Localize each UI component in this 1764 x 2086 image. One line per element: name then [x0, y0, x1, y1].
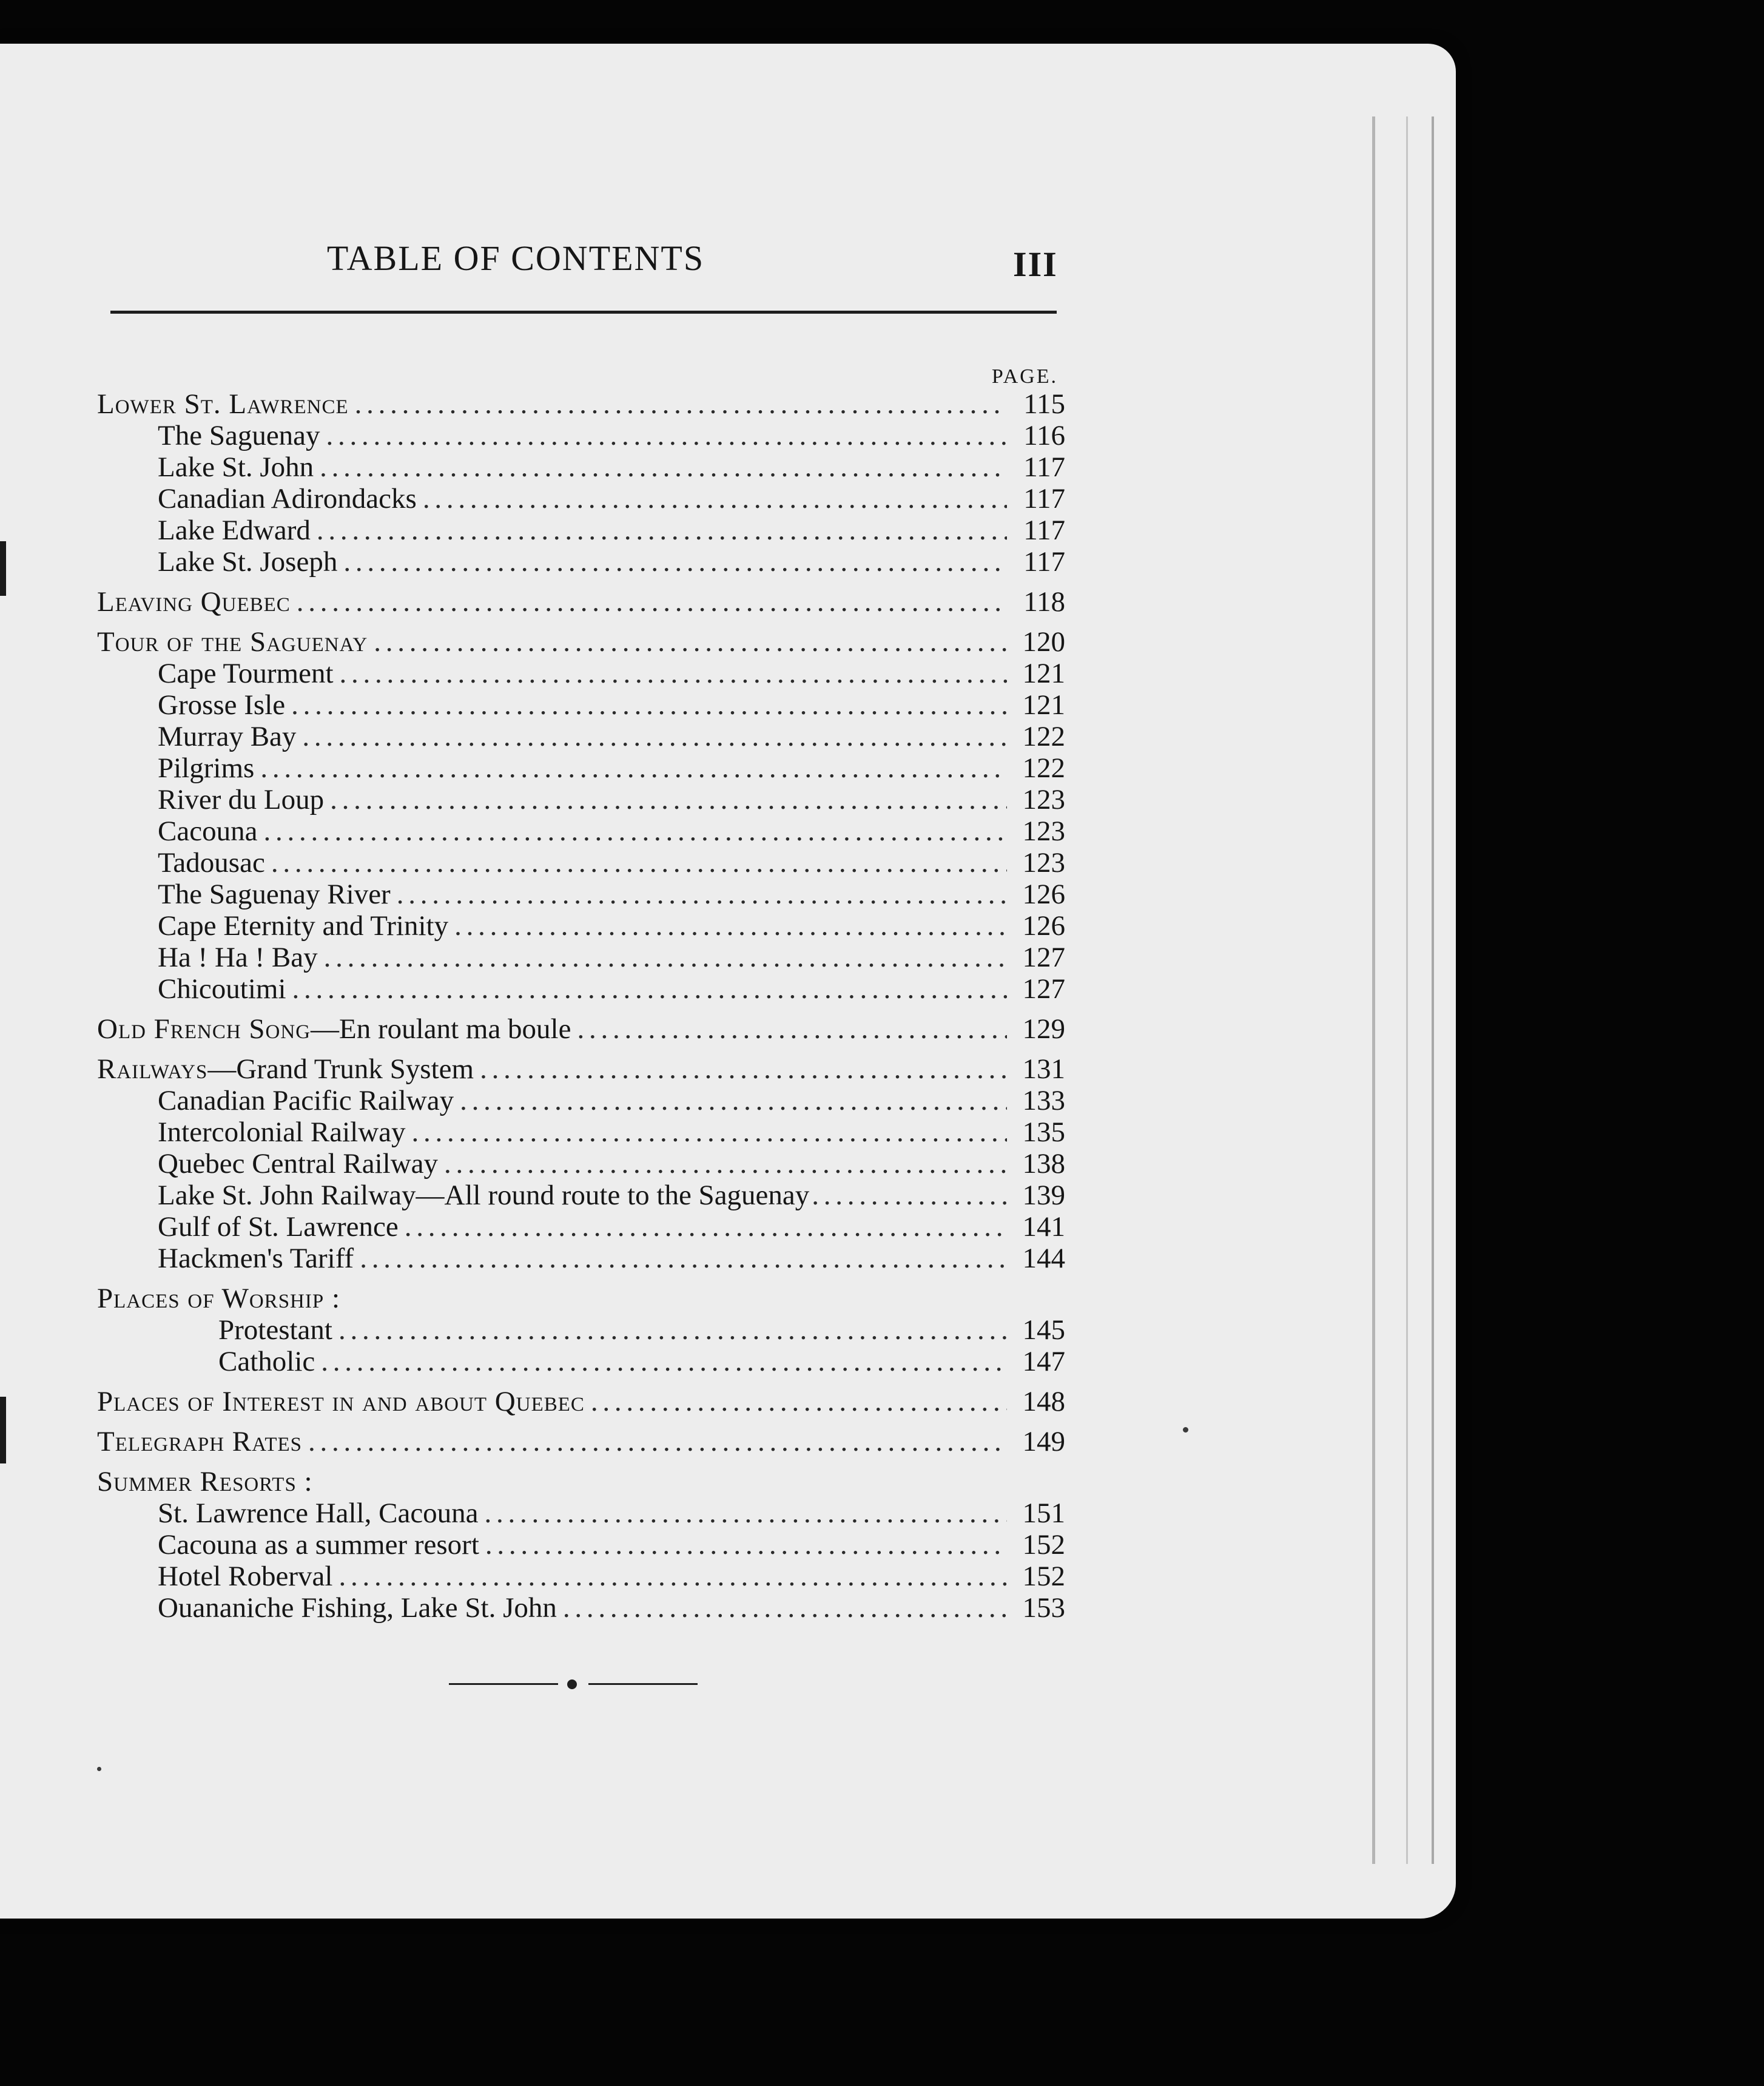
toc-entry-title-main: Railways [97, 1053, 208, 1085]
toc-entry-subtitle: —En roulant ma boule [311, 1013, 571, 1045]
toc-entry-leaving-quebec [97, 586, 1065, 618]
toc-subentry [97, 1180, 1065, 1211]
toc-subentry [97, 1529, 1065, 1561]
toc-subentry-label: Protestant [218, 1314, 332, 1346]
dot-leader [321, 1346, 1007, 1377]
toc-subentry [97, 942, 1065, 973]
toc-subentry [97, 784, 1065, 815]
dot-leader [260, 752, 1007, 784]
toc-subentry [97, 515, 1065, 546]
toc-entry-title-main: Old French Song [97, 1013, 311, 1045]
dot-leader [591, 1386, 1007, 1417]
toc-subentry-label: Cape Tourment [158, 658, 334, 689]
toc-subentry-label: Canadian Pacific Railway [158, 1085, 454, 1116]
toc-subentry [97, 1314, 1065, 1346]
dot-leader [485, 1497, 1007, 1529]
dot-leader [338, 1314, 1007, 1346]
toc-subentry-label: Intercolonial Railway [158, 1116, 406, 1148]
toc-subentry [97, 1243, 1065, 1274]
dot-leader [263, 815, 1007, 847]
toc-subentry-label: Hotel Roberval [158, 1561, 333, 1592]
toc-subentry [97, 1561, 1065, 1592]
toc-subentry-label: Lake St. John Railway—All round route to the Saguenay [158, 1180, 810, 1211]
dot-leader [423, 483, 1007, 515]
toc-entry-subtitle: —Grand Trunk System [207, 1053, 474, 1085]
running-head: TABLE OF CONTENTS [326, 238, 705, 278]
dot-leader [397, 879, 1007, 910]
binding-mark [0, 541, 6, 596]
toc-entry-old-french-song [97, 1013, 1065, 1045]
toc-entry-title: Telegraph Rates [97, 1426, 302, 1457]
toc-subentry-label: Cape Eternity and Trinity [158, 910, 449, 942]
toc-subentry-label: River du Loup [158, 784, 325, 815]
toc-entry-tour-of-the-saguenay [97, 626, 1065, 658]
toc-subentry-label: Murray Bay [158, 721, 297, 752]
table-of-contents [97, 388, 1065, 1624]
toc-page-number: 123 [1022, 815, 1065, 847]
end-ornament [449, 1678, 698, 1690]
page-edge-line [1432, 116, 1434, 1864]
toc-entry-title: Lower St. Lawrence [97, 388, 349, 420]
toc-page-number: 121 [1022, 658, 1065, 689]
toc-subentry [97, 1085, 1065, 1116]
toc-page-number: 141 [1022, 1211, 1065, 1243]
ornament-dot [567, 1679, 577, 1689]
toc-page-number: 116 [1023, 420, 1065, 451]
toc-subentry [97, 1497, 1065, 1529]
header-rule [110, 311, 1057, 314]
dot-leader [454, 910, 1007, 942]
toc-subentry [97, 721, 1065, 752]
toc-subentry [97, 973, 1065, 1005]
toc-page-number: 152 [1022, 1529, 1065, 1561]
toc-page-number: 129 [1022, 1013, 1065, 1045]
toc-entry-telegraph-rates [97, 1426, 1065, 1457]
binding-mark [0, 1397, 6, 1463]
toc-subentry [97, 689, 1065, 721]
toc-subentry-label: Quebec Central Railway [158, 1148, 438, 1180]
toc-page-number: 122 [1022, 752, 1065, 784]
toc-subentry-label: Cacouna as a summer resort [158, 1529, 479, 1561]
toc-page-number: 123 [1022, 784, 1065, 815]
dot-leader [460, 1085, 1007, 1116]
toc-subentry-label: Cacouna [158, 815, 258, 847]
toc-page-number: 126 [1022, 910, 1065, 942]
toc-page-number: 117 [1023, 451, 1065, 483]
toc-section-summer-resorts: Summer Resorts : [97, 1466, 313, 1497]
dot-leader [360, 1243, 1007, 1274]
toc-subentry [97, 658, 1065, 689]
dot-leader [340, 658, 1007, 689]
toc-subentry-label: Lake Edward [158, 515, 311, 546]
toc-subentry-label: Tadousac [158, 847, 265, 879]
toc-page-number: 139 [1022, 1180, 1065, 1211]
dot-leader [563, 1592, 1007, 1624]
toc-page-number: 126 [1022, 879, 1065, 910]
dot-leader [326, 420, 1007, 451]
book-page [0, 44, 1456, 1919]
toc-subentry-label: Ouananiche Fishing, Lake St. John [158, 1592, 557, 1624]
toc-page-number: 138 [1022, 1148, 1065, 1180]
dot-leader [485, 1529, 1007, 1561]
toc-subentry-label: Canadian Adirondacks [158, 483, 417, 515]
dot-leader [444, 1148, 1007, 1180]
page-folio: III [1013, 245, 1058, 284]
toc-subentry-label: The Saguenay [158, 420, 320, 451]
toc-subentry [97, 752, 1065, 784]
toc-subentry-label: Grosse Isle [158, 689, 286, 721]
toc-subentry-label: Lake St. Joseph [158, 546, 338, 578]
toc-entry-places-of-interest [97, 1386, 1065, 1417]
toc-page-number: 148 [1022, 1386, 1065, 1417]
dot-leader [343, 546, 1007, 578]
dot-leader [374, 626, 1007, 658]
dot-leader [317, 515, 1007, 546]
toc-subentry [97, 451, 1065, 483]
dot-leader [330, 784, 1007, 815]
toc-page-number: 127 [1022, 973, 1065, 1005]
toc-entry-title: Places of Interest in and about Quebec [97, 1386, 585, 1417]
toc-page-number: 152 [1022, 1561, 1065, 1592]
toc-subentry [97, 1346, 1065, 1377]
dot-leader [297, 586, 1007, 618]
dot-leader [308, 1426, 1007, 1457]
toc-subentry [97, 910, 1065, 942]
toc-entry-title: Tour of the Saguenay [97, 626, 368, 658]
toc-page-number: 151 [1022, 1497, 1065, 1529]
toc-entry-lower-st-lawrence [97, 388, 1065, 420]
page-edge-line [1406, 116, 1408, 1864]
toc-entry-title [97, 1053, 474, 1085]
toc-subentry-label: Gulf of St. Lawrence [158, 1211, 399, 1243]
toc-subentry [97, 420, 1065, 451]
toc-page-number: 115 [1023, 388, 1065, 420]
toc-subentry [97, 1211, 1065, 1243]
toc-subentry [97, 546, 1065, 578]
toc-subentry [97, 483, 1065, 515]
toc-subentry-label: Lake St. John [158, 451, 314, 483]
toc-subentry [97, 1116, 1065, 1148]
toc-page-number: 118 [1023, 586, 1065, 618]
toc-subentry [97, 879, 1065, 910]
toc-subentry [97, 1148, 1065, 1180]
toc-subentry-label: Chicoutimi [158, 973, 286, 1005]
toc-subentry [97, 1592, 1065, 1624]
toc-subentry-label: The Saguenay River [158, 879, 391, 910]
dot-leader [405, 1211, 1007, 1243]
dot-leader [271, 847, 1007, 879]
toc-entry-railways [97, 1053, 1065, 1085]
toc-page-number: 127 [1022, 942, 1065, 973]
dot-leader [292, 973, 1008, 1005]
ink-speck [97, 1767, 101, 1771]
toc-page-number: 121 [1022, 689, 1065, 721]
toc-page-number: 147 [1022, 1346, 1065, 1377]
toc-page-number: 145 [1022, 1314, 1065, 1346]
toc-page-number: 135 [1022, 1116, 1065, 1148]
page-column-label: PAGE. [991, 365, 1058, 388]
toc-page-number: 131 [1022, 1053, 1065, 1085]
dot-leader [812, 1180, 1011, 1211]
toc-subentry-label: Pilgrims [158, 752, 255, 784]
toc-subentry-label: Catholic [218, 1346, 315, 1377]
dot-leader [302, 721, 1007, 752]
toc-subentry-label: Ha ! Ha ! Bay [158, 942, 318, 973]
dot-leader [291, 689, 1007, 721]
toc-subentry-label: St. Lawrence Hall, Cacouna [158, 1497, 479, 1529]
dot-leader [355, 388, 1007, 420]
toc-subentry [97, 815, 1065, 847]
toc-section-places-of-worship: Places of Worship : [97, 1283, 341, 1314]
toc-page-number: 149 [1022, 1426, 1065, 1457]
toc-page-number: 122 [1022, 721, 1065, 752]
toc-subentry [97, 847, 1065, 879]
toc-entry-title: Leaving Quebec [97, 586, 291, 618]
dot-leader [577, 1013, 1007, 1045]
toc-page-number: 120 [1022, 626, 1065, 658]
toc-entry-title [97, 1013, 571, 1045]
toc-page-number: 144 [1022, 1243, 1065, 1274]
dot-leader [412, 1116, 1008, 1148]
toc-page-number: 133 [1022, 1085, 1065, 1116]
toc-page-number: 153 [1022, 1592, 1065, 1624]
dot-leader [480, 1053, 1007, 1085]
dot-leader [320, 451, 1007, 483]
ornament-rule [449, 1683, 558, 1685]
toc-page-number: 123 [1022, 847, 1065, 879]
dot-leader [338, 1561, 1007, 1592]
toc-page-number: 117 [1023, 483, 1065, 515]
page-edge-line [1372, 116, 1375, 1864]
ink-speck [1183, 1427, 1188, 1433]
ornament-rule [588, 1683, 698, 1685]
toc-page-number: 117 [1023, 515, 1065, 546]
dot-leader [324, 942, 1007, 973]
toc-page-number: 117 [1023, 546, 1065, 578]
toc-subentry-label: Hackmen's Tariff [158, 1243, 354, 1274]
